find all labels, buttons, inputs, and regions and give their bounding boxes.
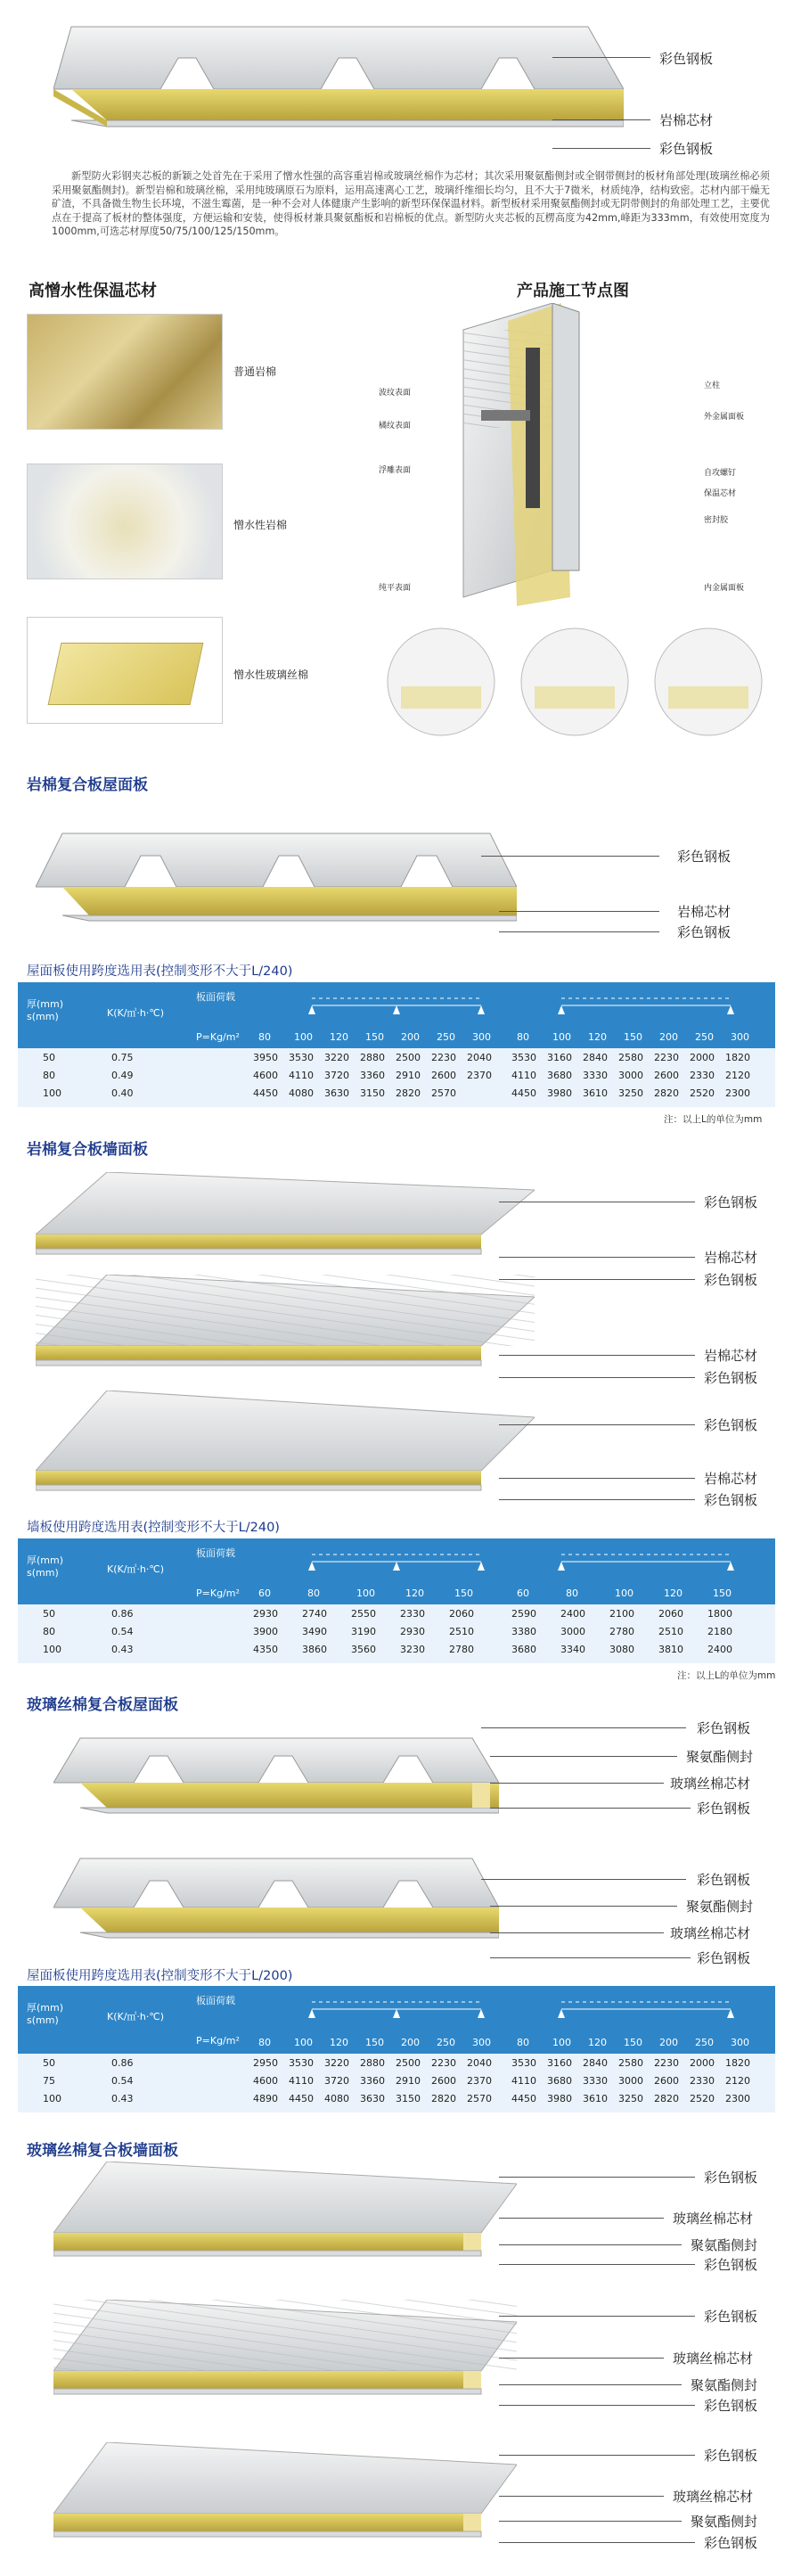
section2-row-1-t: 80 (43, 1626, 55, 1637)
section1-load-col-b-5: 250 (695, 1031, 714, 1043)
section3-panel-2 (53, 1836, 499, 1943)
construction-node-drawing (347, 303, 668, 606)
section3-load-col-a-3: 150 (365, 2037, 384, 2048)
section3-row-2-a-4: 3150 (396, 2093, 421, 2104)
s4-leader-a (499, 2177, 695, 2178)
section2-load-col-b-4: 150 (713, 1587, 732, 1599)
section1-row-2-b-6: 2300 (725, 1087, 750, 1099)
section2-row-2-a-3: 3230 (400, 1644, 425, 1655)
top-label-leader-2 (552, 119, 650, 120)
section1-row-1-t: 80 (43, 1070, 55, 1081)
s2-p2-label-2: 彩色钢板 (704, 1417, 758, 1433)
s2-p1-label-0: 彩色钢板 (704, 1194, 758, 1210)
s3-beam-diagram-b (552, 1989, 740, 2027)
section2-row-0-k: 0.86 (111, 1608, 134, 1620)
s3-leader-h (490, 1957, 691, 1958)
s4-leader-j (499, 2496, 664, 2497)
section3-row-2-a-6: 2570 (467, 2093, 492, 2104)
section1-row-2-a-0: 4450 (253, 1087, 278, 1099)
top-roof-panel-illustration (53, 0, 624, 134)
section2-load-col-a-3: 120 (405, 1587, 424, 1599)
section1-row-0-a-0: 3950 (253, 1052, 278, 1063)
section2-wall-panel-3 (36, 1391, 535, 1506)
section1-load-col-b-6: 300 (731, 1031, 749, 1043)
section2-row-2-a-1: 3860 (302, 1644, 327, 1655)
section1-row-0-b-2: 2840 (583, 1052, 608, 1063)
s1-beam-diagram-b (552, 986, 740, 1023)
construction-title: 产品施工节点图 (517, 282, 629, 300)
s3-th-p: P=Kg/m² (196, 2035, 240, 2047)
section1-row-0-b-0: 3530 (511, 1052, 536, 1063)
section1-row-2-a-1: 4080 (289, 1087, 314, 1099)
s2-th-k: K(K/㎡·h·℃) (107, 1563, 165, 1575)
s4-leader-f (499, 2358, 664, 2359)
section1-row-2-a-2: 3630 (324, 1087, 349, 1099)
s3-leader-f (490, 1906, 677, 1907)
s3-leader-g (490, 1932, 664, 1933)
section1-row-0-a-4: 2500 (396, 1052, 421, 1063)
s2-leader-f (499, 1424, 695, 1425)
s2-p1-label-2: 彩色钢板 (704, 1272, 758, 1288)
section2-row-2-a-2: 3560 (351, 1644, 376, 1655)
section1-row-1-a-2: 3720 (324, 1070, 349, 1081)
photo-hydrophobic-rockwool (27, 464, 223, 579)
s2-th-thickness: 厚(mm) s(mm) (27, 1555, 64, 1579)
section2-row-0-b-2: 2100 (609, 1608, 634, 1620)
section2-row-0-t: 50 (43, 1608, 55, 1620)
section1-load-col-b-4: 200 (659, 1031, 678, 1043)
s3-p2-label-2: 玻璃丝棉芯材 (670, 1925, 751, 1941)
s4-p2-label-2: 聚氨酯侧封 (691, 2377, 758, 2393)
section1-row-2-b-1: 3980 (547, 1087, 572, 1099)
section3-row-1-k: 0.54 (111, 2075, 134, 2087)
section3-row-1-b-2: 3330 (583, 2075, 608, 2087)
s2-p2-label-1: 彩色钢板 (704, 1370, 758, 1386)
section3-row-0-a-3: 2880 (360, 2057, 385, 2069)
photo-ordinary-rockwool (27, 314, 223, 430)
section2-row-0-b-1: 2400 (560, 1608, 585, 1620)
section1-load-col-a-0: 80 (258, 1031, 271, 1043)
section1-row-2-k: 0.40 (111, 1087, 134, 1099)
section3-row-2-a-2: 4080 (324, 2093, 349, 2104)
s2-p1-label-1: 岩棉芯材 (704, 1250, 758, 1266)
section2-row-1-b-4: 2180 (707, 1626, 732, 1637)
section3-row-2-a-3: 3630 (360, 2093, 385, 2104)
section3-table-title: 屋面板使用跨度选用表(控制变形不大于L/200) (27, 1969, 293, 1983)
s1-th-load: 板面荷载 (196, 991, 235, 1003)
section2-note: 注：以上L的单位为mm (677, 1670, 776, 1681)
s3-th-load: 板面荷载 (196, 1995, 235, 2006)
section2-row-2-b-1: 3340 (560, 1644, 585, 1655)
section1-row-2-a-3: 3150 (360, 1087, 385, 1099)
section3-row-2-a-0: 4890 (253, 2093, 278, 2104)
section1-load-col-a-1: 100 (294, 1031, 313, 1043)
section3-row-2-b-6: 2300 (725, 2093, 750, 2104)
section1-row-1-b-5: 2330 (690, 1070, 715, 1081)
section1-row-0-b-4: 2230 (654, 1052, 679, 1063)
section3-row-0-b-3: 2580 (618, 2057, 643, 2069)
section3-row-0-b-1: 3160 (547, 2057, 572, 2069)
section3-row-0-a-4: 2500 (396, 2057, 421, 2069)
section3-row-1-a-6: 2370 (467, 2075, 492, 2087)
section3-load-col-b-5: 250 (695, 2037, 714, 2048)
s3-th-k: K(K/㎡·h·℃) (107, 2011, 165, 2022)
section2-row-0-b-0: 2590 (511, 1608, 536, 1620)
section3-row-2-b-4: 2820 (654, 2093, 679, 2104)
section3-row-1-a-0: 4600 (253, 2075, 278, 2087)
section1-title: 岩棉复合板屋面板 (27, 776, 148, 794)
s1-label-1: 岩棉芯材 (677, 904, 732, 920)
s1-label-2: 彩色钢板 (677, 924, 732, 940)
section3-row-1-t: 75 (43, 2075, 55, 2087)
section2-load-col-b-0: 60 (517, 1587, 529, 1599)
glasswool-block (48, 643, 204, 705)
s3-p1-label-2: 玻璃丝棉芯材 (670, 1776, 751, 1792)
section1-row-2-b-3: 3250 (618, 1087, 643, 1099)
caption-hydrophobic-rockwool: 憎水性岩棉 (233, 519, 288, 531)
s2-leader-e (499, 1377, 695, 1378)
top-label-leader-1 (552, 57, 650, 58)
section3-row-1-b-5: 2330 (690, 2075, 715, 2087)
section2-load-col-a-0: 60 (258, 1587, 271, 1599)
section3-row-0-b-4: 2230 (654, 2057, 679, 2069)
section3-row-2-k: 0.43 (111, 2093, 134, 2104)
s4-p3-label-3: 彩色钢板 (704, 2535, 758, 2551)
section1-row-1-b-2: 3330 (583, 1070, 608, 1081)
section3-load-col-b-4: 200 (659, 2037, 678, 2048)
section2-row-0-a-1: 2740 (302, 1608, 327, 1620)
section2-row-2-b-3: 3810 (658, 1644, 683, 1655)
top-label-steel-1: 彩色钢板 (659, 51, 714, 67)
s3-leader-d (490, 1808, 691, 1809)
section3-row-1-a-2: 3720 (324, 2075, 349, 2087)
s1-beam-diagram-a (303, 986, 490, 1023)
caption-ordinary-rockwool: 普通岩棉 (233, 365, 277, 378)
s4-leader-l (499, 2542, 695, 2543)
s3-leader-a (481, 1727, 686, 1728)
section1-load-col-a-4: 200 (401, 1031, 420, 1043)
s2-beam-diagram-a (303, 1542, 490, 1579)
s2-leader-c (499, 1279, 695, 1280)
section2-load-col-b-3: 120 (664, 1587, 683, 1599)
section2-row-2-k: 0.43 (111, 1644, 134, 1655)
section2-load-col-a-4: 150 (454, 1587, 473, 1599)
section2-row-2-b-2: 3080 (609, 1644, 634, 1655)
section1-load-col-b-2: 120 (588, 1031, 607, 1043)
s2-beam-diagram-b (552, 1542, 740, 1579)
section3-panel-1 (53, 1720, 499, 1818)
s2-th-load: 板面荷载 (196, 1547, 235, 1559)
section3-load-col-b-2: 120 (588, 2037, 607, 2048)
section3-row-1-b-1: 3680 (547, 2075, 572, 2087)
section2-row-0-a-2: 2550 (351, 1608, 376, 1620)
section1-row-2-t: 100 (43, 1087, 61, 1099)
section3-row-0-t: 50 (43, 2057, 55, 2069)
section1-row-1-k: 0.49 (111, 1070, 134, 1081)
section3-load-col-b-3: 150 (624, 2037, 642, 2048)
s4-p1-label-1: 玻璃丝棉芯材 (673, 2211, 754, 2227)
section1-row-2-a-5: 2570 (431, 1087, 456, 1099)
section1-row-0-a-2: 3220 (324, 1052, 349, 1063)
section3-span-table (18, 1986, 775, 2112)
section1-row-0-a-5: 2230 (431, 1052, 456, 1063)
section1-row-2-b-0: 4450 (511, 1087, 536, 1099)
node-right-label-2: 自攻螺钉 (704, 469, 737, 478)
section1-row-1-a-4: 2910 (396, 1070, 421, 1081)
s3-p2-label-3: 彩色钢板 (697, 1950, 751, 1966)
section2-wall-panel-2 (36, 1275, 535, 1382)
section3-load-col-b-6: 300 (731, 2037, 749, 2048)
section1-row-2-a-4: 2820 (396, 1087, 421, 1099)
section1-row-0-k: 0.75 (111, 1052, 134, 1063)
section3-row-0-b-5: 2000 (690, 2057, 715, 2069)
node-right-label-5: 内金属面板 (704, 584, 745, 593)
s1-th-thickness: 厚(mm) s(mm) (27, 998, 64, 1022)
top-label-leader-3 (552, 148, 650, 149)
s3-p1-label-0: 彩色钢板 (697, 1720, 751, 1736)
s3-leader-e (481, 1879, 686, 1880)
section2-row-1-a-1: 3490 (302, 1626, 327, 1637)
section3-row-2-a-5: 2820 (431, 2093, 456, 2104)
section2-row-1-k: 0.54 (111, 1626, 134, 1637)
section3-load-col-a-2: 120 (330, 2037, 348, 2048)
section3-row-0-a-2: 3220 (324, 2057, 349, 2069)
section3-row-2-b-1: 3980 (547, 2093, 572, 2104)
section1-row-1-a-0: 4600 (253, 1070, 278, 1081)
s4-p2-label-1: 玻璃丝棉芯材 (673, 2350, 754, 2367)
joint-detail-circles (383, 624, 775, 740)
s1-leader-2 (499, 931, 659, 932)
section3-row-1-a-1: 4110 (289, 2075, 314, 2087)
section2-row-0-b-3: 2060 (658, 1608, 683, 1620)
section1-load-col-b-1: 100 (552, 1031, 571, 1043)
section3-load-col-a-5: 250 (437, 2037, 455, 2048)
s3-leader-c (490, 1783, 664, 1784)
section2-load-col-b-1: 80 (566, 1587, 578, 1599)
s4-p3-label-1: 玻璃丝棉芯材 (673, 2489, 754, 2505)
section3-row-2-b-2: 3610 (583, 2093, 608, 2104)
section2-span-table (18, 1538, 775, 1663)
section1-load-col-b-3: 150 (624, 1031, 642, 1043)
section1-row-2-b-4: 2820 (654, 1087, 679, 1099)
s4-p2-label-3: 彩色钢板 (704, 2398, 758, 2414)
s2-leader-d (499, 1355, 695, 1356)
s2-p3-label-1: 彩色钢板 (704, 1492, 758, 1508)
s4-leader-h (499, 2405, 695, 2406)
section3-row-2-b-5: 2520 (690, 2093, 715, 2104)
s2-th-p: P=Kg/m² (196, 1587, 240, 1599)
section3-row-2-b-3: 3250 (618, 2093, 643, 2104)
s2-leader-b (499, 1257, 695, 1258)
section2-row-2-t: 100 (43, 1644, 61, 1655)
s4-p1-label-2: 聚氨酯侧封 (691, 2237, 758, 2253)
section1-load-col-b-0: 80 (517, 1031, 529, 1043)
section2-row-0-a-4: 2060 (449, 1608, 474, 1620)
section2-row-2-a-0: 4350 (253, 1644, 278, 1655)
section1-row-2-b-5: 2520 (690, 1087, 715, 1099)
section3-row-0-b-6: 1820 (725, 2057, 750, 2069)
section3-row-1-b-4: 2600 (654, 2075, 679, 2087)
s1-th-p: P=Kg/m² (196, 1031, 240, 1043)
section1-row-0-b-6: 1820 (725, 1052, 750, 1063)
section1-note: 注：以上L的单位为mm (664, 1114, 763, 1125)
section1-span-table (18, 982, 775, 1107)
section3-row-2-b-0: 4450 (511, 2093, 536, 2104)
s1-th-k: K(K/㎡·h·℃) (107, 1007, 165, 1019)
s4-leader-c (499, 2244, 682, 2245)
s4-p2-label-0: 彩色钢板 (704, 2309, 758, 2325)
section1-load-col-a-5: 250 (437, 1031, 455, 1043)
section3-row-1-a-4: 2910 (396, 2075, 421, 2087)
section1-row-1-b-3: 3000 (618, 1070, 643, 1081)
section3-load-col-a-1: 100 (294, 2037, 313, 2048)
section3-row-1-b-6: 2120 (725, 2075, 750, 2087)
section3-row-2-a-1: 4450 (289, 2093, 314, 2104)
s1-leader-1 (499, 911, 659, 912)
section1-row-0-a-6: 2040 (467, 1052, 492, 1063)
section3-load-col-a-0: 80 (258, 2037, 271, 2048)
section2-row-1-a-3: 2930 (400, 1626, 425, 1637)
node-left-label-0: 波纹表面 (379, 389, 412, 398)
section3-row-0-b-0: 3530 (511, 2057, 536, 2069)
section4-wall-panel-2 (53, 2300, 517, 2407)
node-left-label-2: 浮雕表面 (379, 466, 412, 475)
section1-row-1-b-0: 4110 (511, 1070, 536, 1081)
s1-label-0: 彩色钢板 (677, 849, 732, 865)
section3-load-col-a-6: 300 (472, 2037, 491, 2048)
section3-row-1-b-3: 3000 (618, 2075, 643, 2087)
section3-row-0-b-2: 2840 (583, 2057, 608, 2069)
section3-load-col-b-1: 100 (552, 2037, 571, 2048)
section1-row-1-b-6: 2120 (725, 1070, 750, 1081)
section2-row-0-a-3: 2330 (400, 1608, 425, 1620)
section2-row-2-b-0: 3680 (511, 1644, 536, 1655)
section1-row-1-b-1: 3680 (547, 1070, 572, 1081)
section2-row-1-b-0: 3380 (511, 1626, 536, 1637)
section4-title: 玻璃丝棉复合板墙面板 (27, 2142, 178, 2160)
section4-wall-panel-1 (53, 2162, 517, 2268)
s2-leader-g (499, 1478, 695, 1479)
section1-load-col-a-6: 300 (472, 1031, 491, 1043)
section2-row-1-b-3: 2510 (658, 1626, 683, 1637)
s4-leader-b (499, 2218, 664, 2219)
s1-leader-0 (481, 856, 659, 857)
s2-leader-h (499, 1499, 695, 1500)
section3-row-1-b-0: 4110 (511, 2075, 536, 2087)
s3-p1-label-1: 聚氨酯侧封 (686, 1749, 754, 1765)
section1-row-1-a-1: 4110 (289, 1070, 314, 1081)
intro-paragraph: 新型防火彩钢夹芯板的新颖之处首先在于采用了憎水性强的高容重岩棉或玻璃丝棉作为芯材；其次采用聚氨酯侧封或全钢带侧封的板材角部处理(玻璃丝棉必须采用聚氨酯侧封)。新型岩棉和玻璃丝棉，采用纯玻璃原石为原料，运用高速离心工艺，玻璃纤维细长均匀，且不大于7微米，材质纯净，结构致密。芯材内部干燥无矿渣，不具备微生物生长环境，不滋生霉菌，是一种不会对人体健康产生影响的新型环保保温材料。新型板材采用聚氨酯侧封或无阴带侧封的角部处理工艺，主要优点在于提高了板材的整体强度，方便运输和安装，使得板材兼具聚氨酯板和岩棉板的优点。新型防火夹芯板的瓦楞高度为42mm,峰距为333mm，有效使用宽度为1000mm,可选芯材厚度50/75/100/125/150mm。 (52, 170, 770, 237)
section2-wall-panel-1 (36, 1172, 535, 1270)
section1-table-title: 屋面板使用跨度选用表(控制变形不大于L/240) (27, 964, 293, 979)
section1-load-col-a-2: 120 (330, 1031, 348, 1043)
section2-row-1-b-1: 3000 (560, 1626, 585, 1637)
section2-row-1-a-0: 3900 (253, 1626, 278, 1637)
section3-load-col-b-0: 80 (517, 2037, 529, 2048)
node-right-label-1: 外金属面板 (704, 413, 745, 422)
section2-title: 岩棉复合板墙面板 (27, 1141, 148, 1159)
section3-load-col-a-4: 200 (401, 2037, 420, 2048)
section3-row-0-a-0: 2950 (253, 2057, 278, 2069)
section1-row-0-b-1: 3160 (547, 1052, 572, 1063)
s2-p2-label-0: 岩棉芯材 (704, 1348, 758, 1364)
photo-hydrophobic-glasswool (27, 617, 223, 724)
s4-p1-label-0: 彩色钢板 (704, 2170, 758, 2186)
section1-row-0-b-3: 2580 (618, 1052, 643, 1063)
section2-row-0-b-4: 1800 (707, 1608, 732, 1620)
section1-row-2-b-2: 3610 (583, 1087, 608, 1099)
s4-p3-label-2: 聚氨酯侧封 (691, 2514, 758, 2530)
section4-wall-panel-3 (53, 2442, 517, 2549)
section3-row-2-t: 100 (43, 2093, 61, 2104)
section2-table-title: 墙板使用跨度选用表(控制变形不大于L/240) (27, 1521, 280, 1535)
insulation-title: 高憎水性保温芯材 (29, 282, 157, 300)
top-label-steel-2: 彩色钢板 (659, 141, 714, 157)
section3-row-0-a-6: 2040 (467, 2057, 492, 2069)
s3-leader-b (490, 1756, 677, 1757)
section2-row-2-a-4: 2780 (449, 1644, 474, 1655)
section2-row-2-b-4: 2400 (707, 1644, 732, 1655)
s3-th-thickness: 厚(mm) s(mm) (27, 2002, 64, 2026)
s4-leader-d (499, 2264, 695, 2265)
caption-hydrophobic-glasswool: 憎水性玻璃丝棉 (233, 669, 309, 681)
section1-row-1-a-5: 2600 (431, 1070, 456, 1081)
section2-load-col-b-2: 100 (615, 1587, 634, 1599)
section2-row-1-a-2: 3190 (351, 1626, 376, 1637)
section1-row-0-a-3: 2880 (360, 1052, 385, 1063)
section2-load-col-a-1: 80 (307, 1587, 320, 1599)
section1-row-1-b-4: 2600 (654, 1070, 679, 1081)
node-right-label-3: 保温芯材 (704, 489, 737, 498)
section1-panel-illustration (36, 816, 517, 931)
s4-p3-label-0: 彩色钢板 (704, 2448, 758, 2464)
section1-row-1-a-6: 2370 (467, 1070, 492, 1081)
section2-load-col-a-2: 100 (356, 1587, 375, 1599)
section3-title: 玻璃丝棉复合板屋面板 (27, 1696, 178, 1714)
s4-leader-i (499, 2455, 695, 2456)
section1-row-0-b-5: 2000 (690, 1052, 715, 1063)
section1-load-col-a-3: 150 (365, 1031, 384, 1043)
s2-p3-label-0: 岩棉芯材 (704, 1471, 758, 1487)
section3-row-1-a-3: 3360 (360, 2075, 385, 2087)
section1-row-1-a-3: 3360 (360, 1070, 385, 1081)
s3-beam-diagram-a (303, 1989, 490, 2027)
node-right-label-4: 密封胶 (704, 516, 729, 525)
s3-p1-label-3: 彩色钢板 (697, 1801, 751, 1817)
section3-row-0-a-1: 3530 (289, 2057, 314, 2069)
s4-p1-label-3: 彩色钢板 (704, 2257, 758, 2273)
section2-row-1-a-4: 2510 (449, 1626, 474, 1637)
section1-row-0-a-1: 3530 (289, 1052, 314, 1063)
top-label-core: 岩棉芯材 (659, 112, 714, 128)
node-right-label-0: 立柱 (704, 381, 721, 390)
s3-p2-label-0: 彩色钢板 (697, 1872, 751, 1888)
s4-leader-e (499, 2316, 695, 2317)
node-left-label-3: 纯平表面 (379, 584, 412, 593)
section3-row-0-a-5: 2230 (431, 2057, 456, 2069)
section3-row-0-k: 0.86 (111, 2057, 134, 2069)
s3-p2-label-1: 聚氨酯侧封 (686, 1899, 754, 1915)
section2-row-0-a-0: 2930 (253, 1608, 278, 1620)
node-left-label-1: 橘纹表面 (379, 422, 412, 431)
section2-row-1-b-2: 2780 (609, 1626, 634, 1637)
s4-leader-k (499, 2521, 682, 2522)
s4-leader-g (499, 2384, 682, 2385)
section3-row-1-a-5: 2600 (431, 2075, 456, 2087)
section1-row-0-t: 50 (43, 1052, 55, 1063)
